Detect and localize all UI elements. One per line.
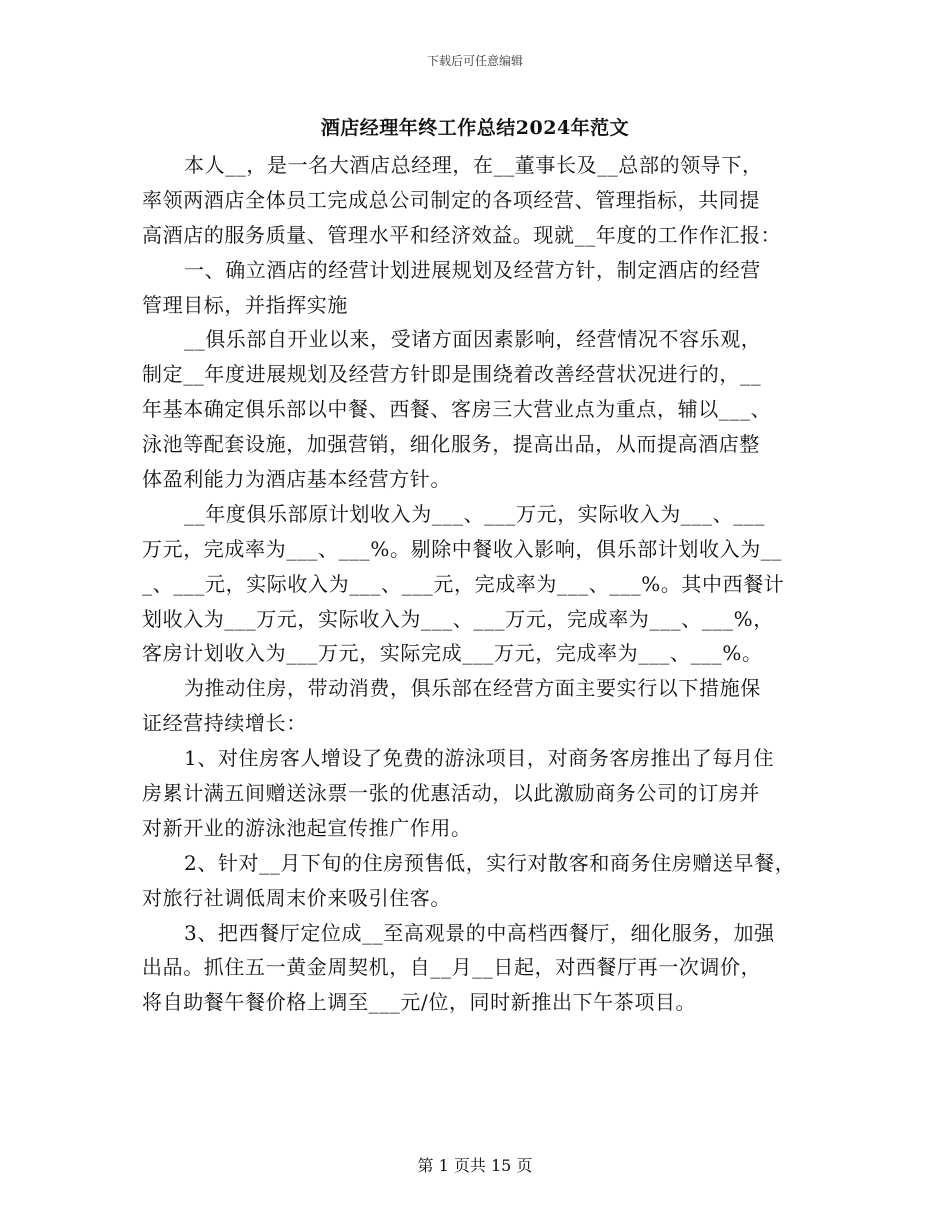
paragraph-line: 为推动住房，带动消费，俱乐部在经营方面主要实行以下措施保 <box>184 676 761 701</box>
list-item-line: 对旅行社调低周末价来吸引住客。 <box>142 885 451 910</box>
paragraph-line: __年度俱乐部原计划收入为___、___万元，实际收入为___、___ <box>184 501 765 526</box>
list-item-line: 2、针对__月下旬的住房预售低，实行对散客和商务住房赠送早餐， <box>184 850 796 875</box>
document-title: 酒店经理年终工作总结2024年范文 <box>320 117 630 139</box>
paragraph-line: 本人__，是一名大酒店总经理，在__董事长及__总部的领导下， <box>184 153 763 177</box>
page-footer: 第 1 页共 15 页 <box>417 1156 533 1175</box>
paragraph-line: 证经营持续增长： <box>142 711 307 736</box>
paragraph-line: 年基本确定俱乐部以中餐、西餐、客房三大营业点为重点，辅以___、 <box>142 397 772 422</box>
list-item-line: 将自助餐午餐价格上调至___元/位，同时新推出下午茶项目。 <box>142 990 697 1015</box>
paragraph-line: 万元，完成率为___、___%。剔除中餐收入影响，俱乐部计划收入为__ <box>142 536 783 561</box>
document-body <box>142 148 822 1020</box>
section-heading-line: 一、确立酒店的经营计划进展规划及经营方针，制定酒店的经营 <box>184 257 761 282</box>
paragraph-line: 制定__年度进展规划及经营方针即是围绕着改善经营状况进行的，__ <box>142 362 762 387</box>
paragraph-line: _、___元，实际收入为___、___元，完成率为___、___%。其中西餐计 <box>142 571 785 596</box>
list-item-line: 1、对住房客人增设了免费的游泳项目，对商务客房推出了每月住 <box>184 746 775 771</box>
list-item-line: 对新开业的游泳池起宣传推广作用。 <box>142 815 472 840</box>
list-item-line: 出品。抓住五一黄金周契机，自__月__日起，对西餐厅再一次调价， <box>142 955 762 980</box>
page-header: 下载后可任意编辑 <box>426 54 523 68</box>
paragraph-line: 高酒店的服务质量、管理水平和经济效益。现就__年度的工作作汇报： <box>142 222 782 247</box>
list-item-line: 房累计满五间赠送泳票一张的优惠活动，以此激励商务公司的订房并 <box>142 781 760 806</box>
paragraph-line: 率领两酒店全体员工完成总公司制定的各项经营、管理指标，共同提 <box>142 187 760 212</box>
paragraph-line: 体盈利能力为酒店基本经营方针。 <box>142 467 451 492</box>
paragraph-line: 划收入为___万元，实际收入为___、___万元，完成率为___、___%， <box>142 606 774 631</box>
section-heading-line: 管理目标，并指挥实施 <box>142 292 348 317</box>
paragraph-line: 泳池等配套设施，加强营销，细化服务，提高出品，从而提高酒店整 <box>142 432 760 457</box>
paragraph-line: __俱乐部自开业以来，受诸方面因素影响，经营情况不容乐观， <box>184 327 762 352</box>
list-item-line: 3、把西餐厅定位成__至高观景的中高档西餐厅，细化服务，加强 <box>184 920 775 945</box>
paragraph-line: 客房计划收入为___万元，实际完成___万元，完成率为___、___%。 <box>142 641 763 666</box>
